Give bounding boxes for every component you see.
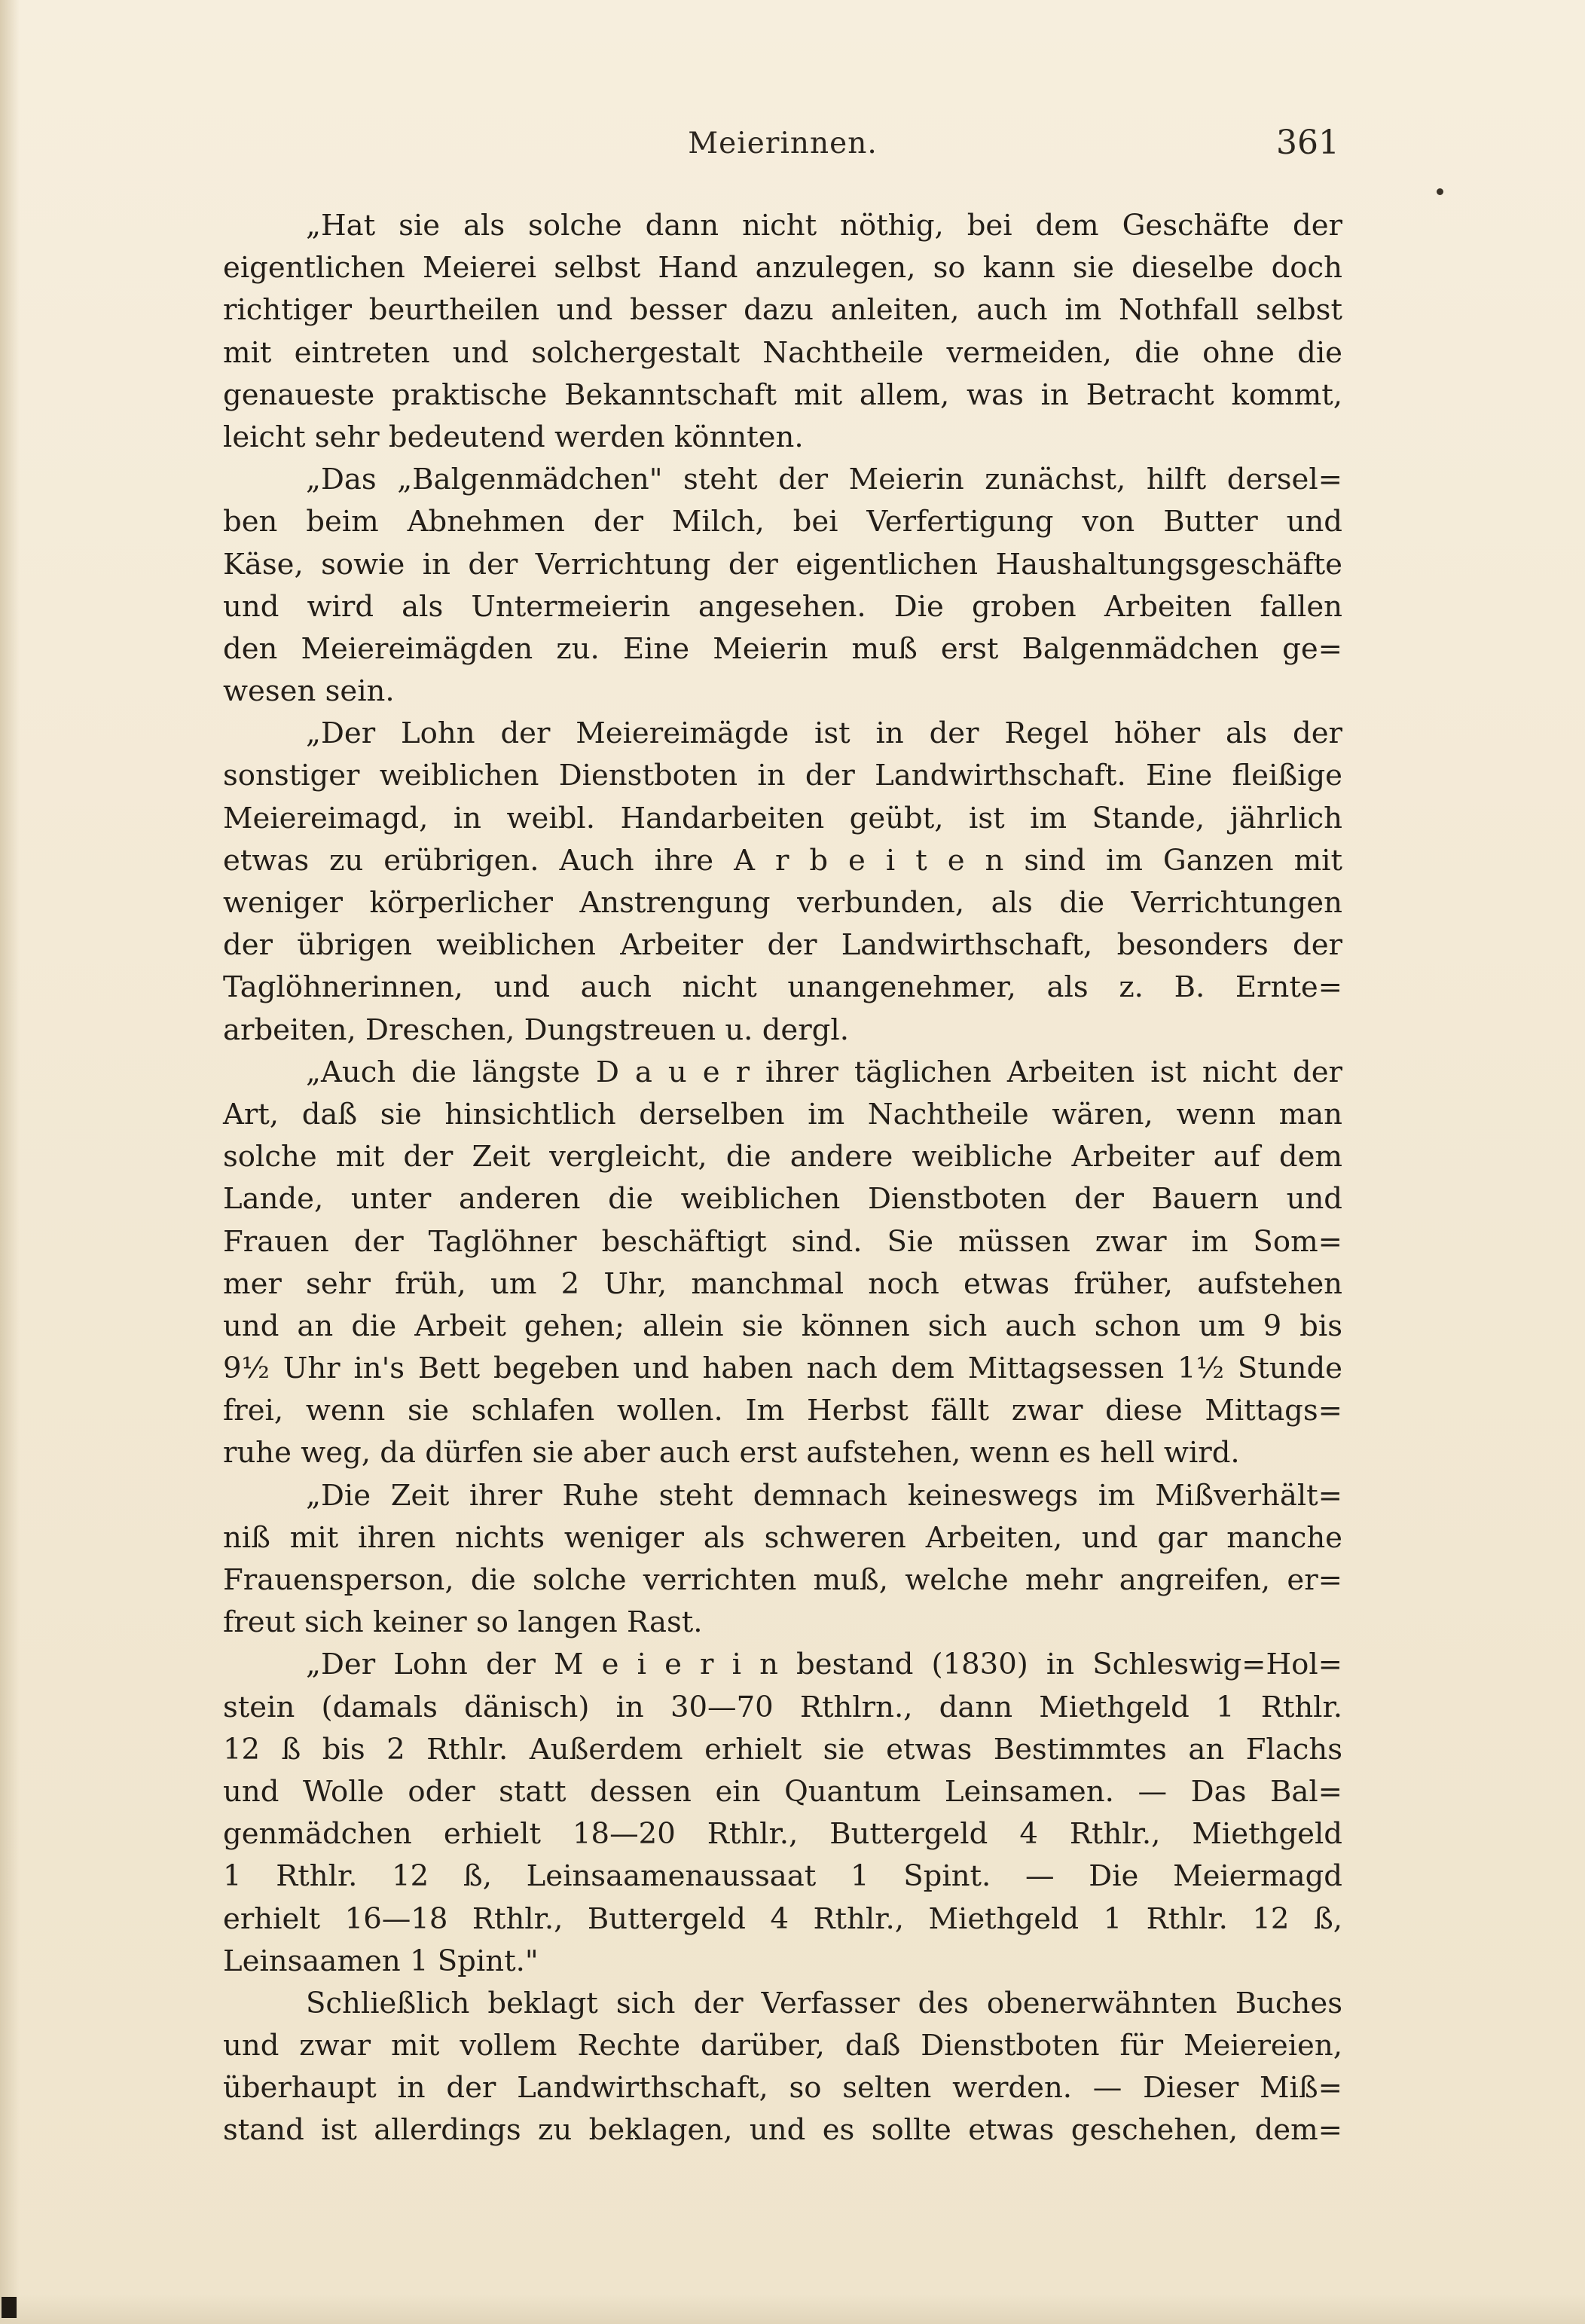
text-line: frei, wenn sie schlafen wollen. Im Herbst fällt zwar diese Mittags= (223, 1394, 1342, 1428)
text-line: und zwar mit vollem Rechte darüber, daß Dienstboten für Meiereien, (223, 2029, 1342, 2063)
text-line: mer sehr früh, um 2 Uhr, manchmal noch etwas früher, aufstehen (223, 1266, 1342, 1301)
text-line: Käse, sowie in der Verrichtung der eigentlichen Haushaltungsgeschäfte (223, 547, 1342, 582)
text-line: 1 Rthlr. 12 ß, Leinsaamenaussaat 1 Spint. — Die Meiermagd (223, 1859, 1342, 1894)
text-line: richtiger beurtheilen und besser dazu anleiten, auch im Nothfall selbst (223, 293, 1342, 328)
text-line: freut sich keiner so langen Rast. (223, 1605, 703, 1640)
text-line: arbeiten, Dreschen, Dungstreuen u. dergl. (223, 1012, 849, 1047)
text-line: genmädchen erhielt 18—20 Rthlr., Buttergeld 4 Rthlr., Miethgeld (223, 1817, 1342, 1852)
text-line: Lande, unter anderen die weiblichen Dienstboten der Bauern und (223, 1182, 1342, 1217)
text-line: etwas zu erübrigen. Auch ihre A r b e i t e n sind im Ganzen mit (223, 843, 1342, 878)
text-line: weniger körperlicher Anstrengung verbunden, als die Verrichtungen (223, 886, 1342, 920)
text-line: „Das „Balgenmädchen" steht der Meierin zunächst, hilft dersel= (306, 463, 1342, 497)
text-line: leicht sehr bedeutend werden könnten. (223, 420, 804, 454)
text-line: „Hat sie als solche dann nicht nöthig, bei dem Geschäfte der (306, 209, 1342, 243)
text-line: den Meiereimägden zu. Eine Meierin muß erst Balgenmädchen ge= (223, 631, 1342, 666)
text-line: wesen sein. (223, 674, 395, 709)
text-line: „Die Zeit ihrer Ruhe steht demnach keineswegs im Mißverhält= (306, 1478, 1342, 1513)
text-line: der übrigen weiblichen Arbeiter der Landwirthschaft, besonders der (223, 928, 1342, 963)
text-line: „Der Lohn der Meiereimägde ist in der Regel höher als der (306, 716, 1342, 751)
running-title: Meierinnen. (688, 127, 878, 160)
text-line: Taglöhnerinnen, und auch nicht unangenehmer, als z. B. Ernte= (223, 970, 1342, 1005)
text-line: überhaupt in der Landwirthschaft, so selten werden. — Dieser Miß= (223, 2071, 1342, 2106)
text-line: sonstiger weiblichen Dienstboten in der Landwirthschaft. Eine fleißige (223, 759, 1342, 793)
paper-speck (1437, 188, 1443, 195)
text-line: mit eintreten und solchergestalt Nachtheile vermeiden, die ohne die (223, 335, 1342, 370)
text-line: erhielt 16—18 Rthlr., Buttergeld 4 Rthlr., Miethgeld 1 Rthlr. 12 ß, (223, 1901, 1342, 1936)
text-line: Meiereimagd, in weibl. Handarbeiten geübt, ist im Stande, jährlich (223, 801, 1342, 835)
text-line: Schließlich beklagt sich der Verfasser des obenerwähnten Buches (306, 1986, 1342, 2020)
text-line: solche mit der Zeit vergleicht, die andere weibliche Arbeiter auf dem (223, 1140, 1342, 1174)
text-line: Frauen der Taglöhner beschäftigt sind. Sie müssen zwar im Som= (223, 1224, 1342, 1259)
body-text (223, 205, 1342, 2152)
text-line: 12 ß bis 2 Rthlr. Außerdem erhielt sie etwas Bestimmtes an Flachs (223, 1732, 1342, 1767)
running-head (226, 121, 1339, 166)
text-line: genaueste praktische Bekanntschaft mit allem, was in Betracht kommt, (223, 377, 1342, 412)
text-line: Art, daß sie hinsichtlich derselben im Nachtheile wären, wenn man (223, 1097, 1342, 1131)
text-line: „Der Lohn der M e i e r i n bestand (1830) in Schleswig=Hol= (306, 1648, 1342, 1682)
scan-shadow (0, 0, 20, 2324)
text-line: ben beim Abnehmen der Milch, bei Verfertigung von Butter und (223, 505, 1342, 539)
text-line: niß mit ihren nichts weniger als schweren Arbeiten, und gar manche (223, 1520, 1342, 1555)
text-line: Frauensperson, die solche verrichten muß, welche mehr angreifen, er= (223, 1563, 1342, 1597)
text-line: und Wolle oder statt dessen ein Quantum Leinsamen. — Das Bal= (223, 1774, 1342, 1809)
text-line: ruhe weg, da dürfen sie aber auch erst aufstehen, wenn es hell wird. (223, 1436, 1240, 1470)
text-line: Leinsaamen 1 Spint." (223, 1944, 539, 1978)
scan-edge (0, 2294, 1585, 2324)
scan-corner-mark (2, 2297, 17, 2318)
text-line: und an die Arbeit gehen; allein sie können sich auch schon um 9 bis (223, 1309, 1342, 1343)
text-line: stand ist allerdings zu beklagen, und es sollte etwas geschehen, dem= (223, 2113, 1342, 2148)
text-line: stein (damals dänisch) in 30—70 Rthlrn., dann Miethgeld 1 Rthlr. (223, 1690, 1342, 1724)
text-line: 9½ Uhr in's Bett begeben und haben nach dem Mittagsessen 1½ Stunde (223, 1351, 1342, 1386)
text-line: und wird als Untermeierin angesehen. Die groben Arbeiten fallen (223, 589, 1342, 624)
text-line: „Auch die längste D a u e r ihrer täglichen Arbeiten ist nicht der (306, 1055, 1342, 1089)
text-line: eigentlichen Meierei selbst Hand anzulegen, so kann sie dieselbe doch (223, 251, 1342, 286)
page-number: 361 (1276, 124, 1339, 162)
